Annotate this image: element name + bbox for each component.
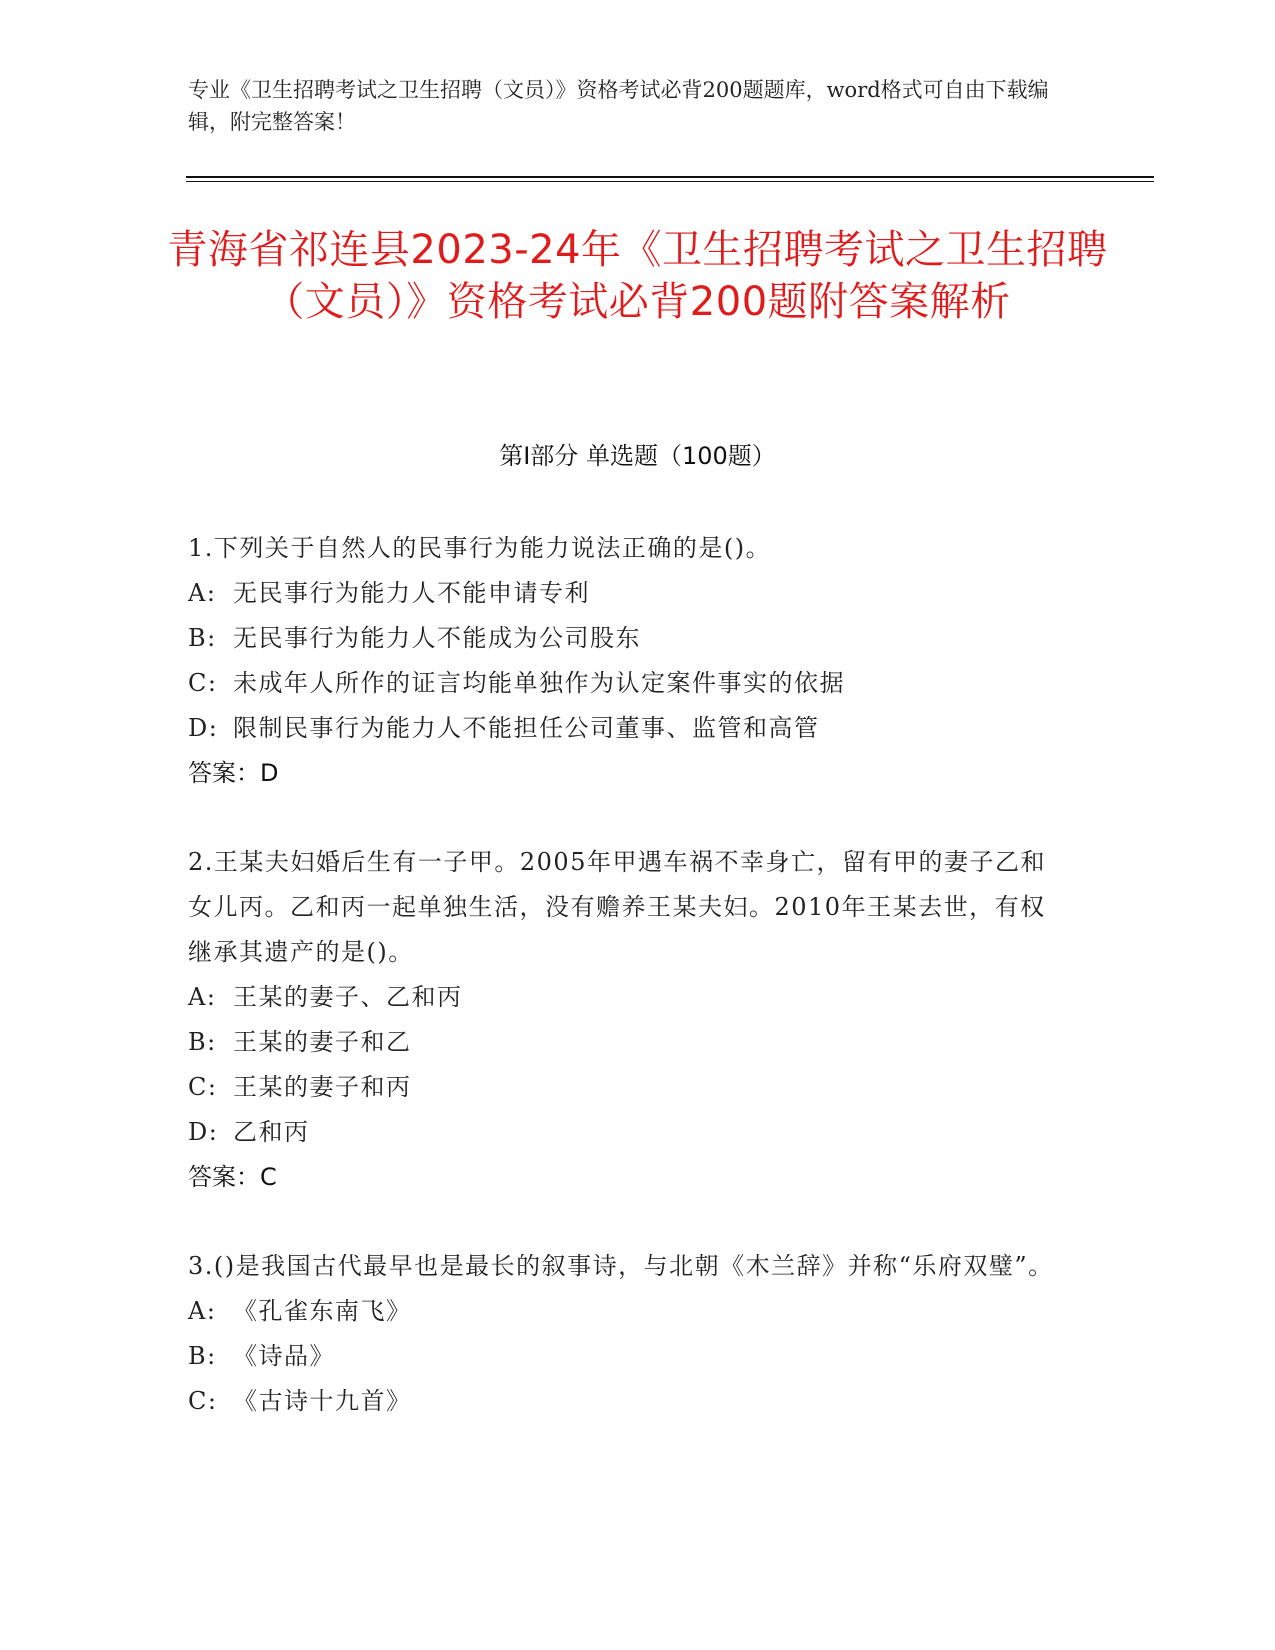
question-option-b bbox=[188, 1334, 1068, 1379]
section-title: 第I部分 单选题（100题） bbox=[499, 442, 776, 470]
option-text: 无民事行为能力人不能申请专利 bbox=[233, 579, 590, 607]
header-divider-thick bbox=[186, 176, 1154, 178]
question-option-c bbox=[188, 1379, 1068, 1424]
question-list bbox=[188, 526, 1068, 1468]
option-key: B: bbox=[188, 624, 217, 652]
question-answer: 答案：C bbox=[188, 1163, 277, 1191]
header-divider-thin bbox=[186, 181, 1154, 182]
option-text: 《孔雀东南飞》 bbox=[233, 1297, 412, 1325]
question-stem: 3.()是我国古代最早也是最长的叙事诗，与北朝《木兰辞》并称“乐府双璧”。 bbox=[188, 1252, 1054, 1280]
option-text: 无民事行为能力人不能成为公司股东 bbox=[233, 624, 641, 652]
option-text: 未成年人所作的证言均能单独作为认定案件事实的依据 bbox=[233, 669, 845, 697]
option-text: 《诗品》 bbox=[233, 1342, 335, 1370]
question-option-c bbox=[188, 1065, 1068, 1110]
option-text: 《古诗十九首》 bbox=[233, 1387, 412, 1415]
question-option-a bbox=[188, 1289, 1068, 1334]
question-stem: 1.下列关于自然人的民事行为能力说法正确的是()。 bbox=[188, 534, 772, 562]
option-text: 乙和丙 bbox=[233, 1118, 310, 1146]
option-key: D: bbox=[188, 714, 219, 742]
option-text: 王某的妻子、乙和丙 bbox=[233, 983, 463, 1011]
option-key: A: bbox=[188, 1297, 217, 1325]
option-text: 王某的妻子和丙 bbox=[233, 1073, 412, 1101]
question-stem: 2.王某夫妇婚后生有一子甲。2005年甲遇车祸不幸身亡，留有甲的妻子乙和女儿丙。乙和丙一起单独生活，没有赡养王某夫妇。2010年王某去世，有权继承其遗产的是()。 bbox=[188, 848, 1046, 966]
question-answer: 答案：D bbox=[188, 759, 279, 787]
question-option-b bbox=[188, 616, 1068, 661]
question-item bbox=[188, 1244, 1068, 1424]
option-key: B: bbox=[188, 1342, 217, 1370]
option-key: C: bbox=[188, 669, 218, 697]
question-item bbox=[188, 840, 1068, 1200]
question-option-b bbox=[188, 1020, 1068, 1065]
question-option-d bbox=[188, 1110, 1068, 1155]
option-key: D: bbox=[188, 1118, 219, 1146]
option-text: 王某的妻子和乙 bbox=[233, 1028, 412, 1056]
option-text: 限制民事行为能力人不能担任公司董事、监管和高管 bbox=[233, 714, 820, 742]
question-option-a bbox=[188, 975, 1068, 1020]
header-note: 专业《卫生招聘考试之卫生招聘（文员）》资格考试必背200题题库，word格式可自由下载编辑，附完整答案！ bbox=[188, 78, 1049, 134]
document-title: 青海省祁连县2023-24年《卫生招聘考试之卫生招聘（文员）》资格考试必背200题附答案解析 bbox=[167, 227, 1108, 325]
question-option-c bbox=[188, 661, 1068, 706]
option-key: B: bbox=[188, 1028, 217, 1056]
question-item bbox=[188, 526, 1068, 796]
question-option-d bbox=[188, 706, 1068, 751]
question-option-a bbox=[188, 571, 1068, 616]
option-key: C: bbox=[188, 1073, 218, 1101]
option-key: C: bbox=[188, 1387, 218, 1415]
option-key: A: bbox=[188, 579, 217, 607]
option-key: A: bbox=[188, 983, 217, 1011]
